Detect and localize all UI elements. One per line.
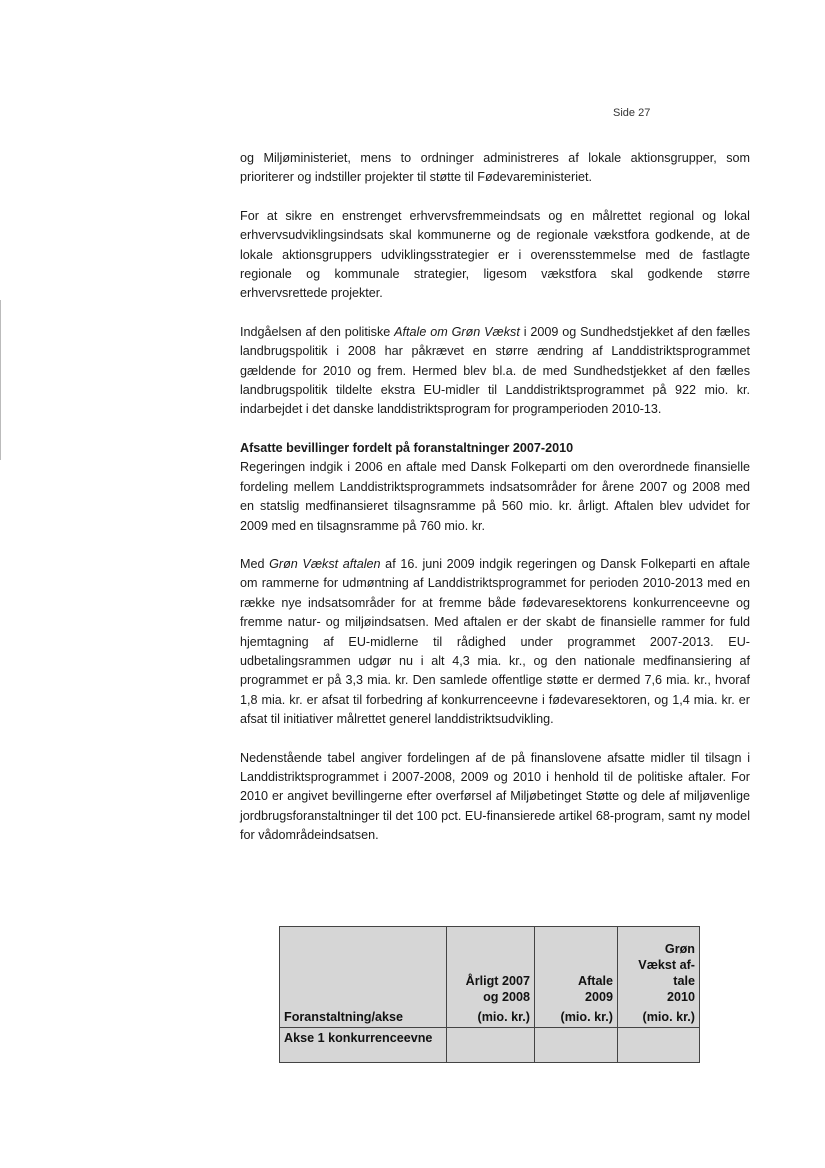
paragraph-5-italic: Grøn Vækst aftalen xyxy=(269,556,381,571)
paragraph-3-italic: Aftale om Grøn Vækst xyxy=(394,324,520,339)
paragraph-3 xyxy=(240,323,750,420)
page-number: Side 27 xyxy=(613,107,651,119)
table-row xyxy=(280,1028,700,1063)
scan-edge-mark xyxy=(0,300,1,460)
paragraph-6: Nedenstående tabel angiver fordelingen af de på finanslovene afsatte midler til tilsagn i Landdistriktsprogrammet i 2007-2008, 2009 og 2010 i henhold til de politiske aftaler. For 2010 er angivet bevillingerne efter overførsel af Miljøbetinget Støtte og dele af miljøvenlige jordbrugsforanstaltninger til det 100 pct. EU-finansierede artikel 68-program, samt ny model for vådområdeindsatsen. xyxy=(240,750,750,843)
header-2007-2008: Årligt 2007 og 2008 (mio. kr.) xyxy=(447,927,535,1028)
table-header-row xyxy=(280,927,700,1028)
header-2009: Aftale 2009 (mio. kr.) xyxy=(535,927,618,1028)
document-body xyxy=(240,149,750,865)
paragraph-3-text-b: i 2009 og Sundhedstjekket af den fælles landbrugspolitik i 2008 har påkrævet en større ændring af Landdistriktsprogrammet gældende for 2010 og frem. Hermed blev bl.a. de med Sundhedstjekket af den fælles landbrugspolitik tildelte ekstra EU-midler til Landdistriktsprogrammet på 922 mio. kr. indarbejdet i det danske landdistriktsprogram for programperioden 2010-13. xyxy=(240,324,751,417)
paragraph-1: og Miljøministeriet, mens to ordninger administreres af lokale aktionsgrupper, som prioriterer og indstiller projekter til støtte til Fødevareministeriet. xyxy=(240,151,750,185)
header-foranstaltning: Foranstaltning/akse xyxy=(280,927,447,1028)
allocation-table xyxy=(279,926,700,1063)
paragraph-5 xyxy=(240,555,750,730)
paragraph-5-text-a: Med xyxy=(240,556,270,571)
row-value-2007-2008 xyxy=(447,1028,535,1063)
paragraph-2: For at sikre en enstrenget erhvervsfremmeindsats og en målrettet regional og lokal erhvervsudviklingsindsats skal kommunerne og de regionale vækstfora godkende, at de lokale aktionsgruppers udviklingsstrategier er i overensstemmelse med de fastlagte regionale og kommunale strategier, ligesom vækstfora skal godkende større erhvervsrettede projekter. xyxy=(240,208,750,301)
row-value-2009 xyxy=(535,1028,618,1063)
paragraph-3-text-a: Indgåelsen af den politiske xyxy=(240,324,395,339)
paragraph-4: Regeringen indgik i 2006 en aftale med Dansk Folkeparti om den overordnede finansielle fordeling mellem Landdistriktsprogrammets indsatsområder for årene 2007 og 2008 med en statslig medfinansieret tilsagnsramme på 560 mio. kr. årligt. Aftalen blev udvidet for 2009 med en tilsagnsramme på 760 mio. kr. xyxy=(240,460,750,533)
row-value-2010 xyxy=(618,1028,700,1063)
header-2010: Grøn Vækst af- tale 2010 (mio. kr.) xyxy=(618,927,700,1028)
paragraph-5-text-b: af 16. juni 2009 indgik regeringen og Dansk Folkeparti en aftale om rammerne for udmøntning af Landdistriktsprogrammet for perioden 2010-2013 med en række nye indsatsområder for at fremme både fødevaresektorens konkurrenceevne og fremme natur- og miljøindsatsen. Med aftalen er der skabt de finansielle rammer for fuld hjemtagning af EU-midlerne til rådighed under programmet 2007-2013. EU-udbetalingsrammen udgør nu i alt 4,3 mia. kr., og den nationale medfinansiering af programmet er på 3,3 mia. kr. Den samlede offentlige støtte er dermed 7,6 mia. kr., hvoraf 1,8 mia. kr. er afsat til forbedring af konkurrenceevne i fødevaresektoren, og 1,4 mia. kr. er afsat til initiativer målrettet generel landdistriktsudvikling. xyxy=(240,556,750,727)
section-heading: Afsatte bevillinger fordelt på foranstaltninger 2007-2010 xyxy=(240,440,574,455)
row-label: Akse 1 konkurrenceevne xyxy=(280,1028,447,1063)
